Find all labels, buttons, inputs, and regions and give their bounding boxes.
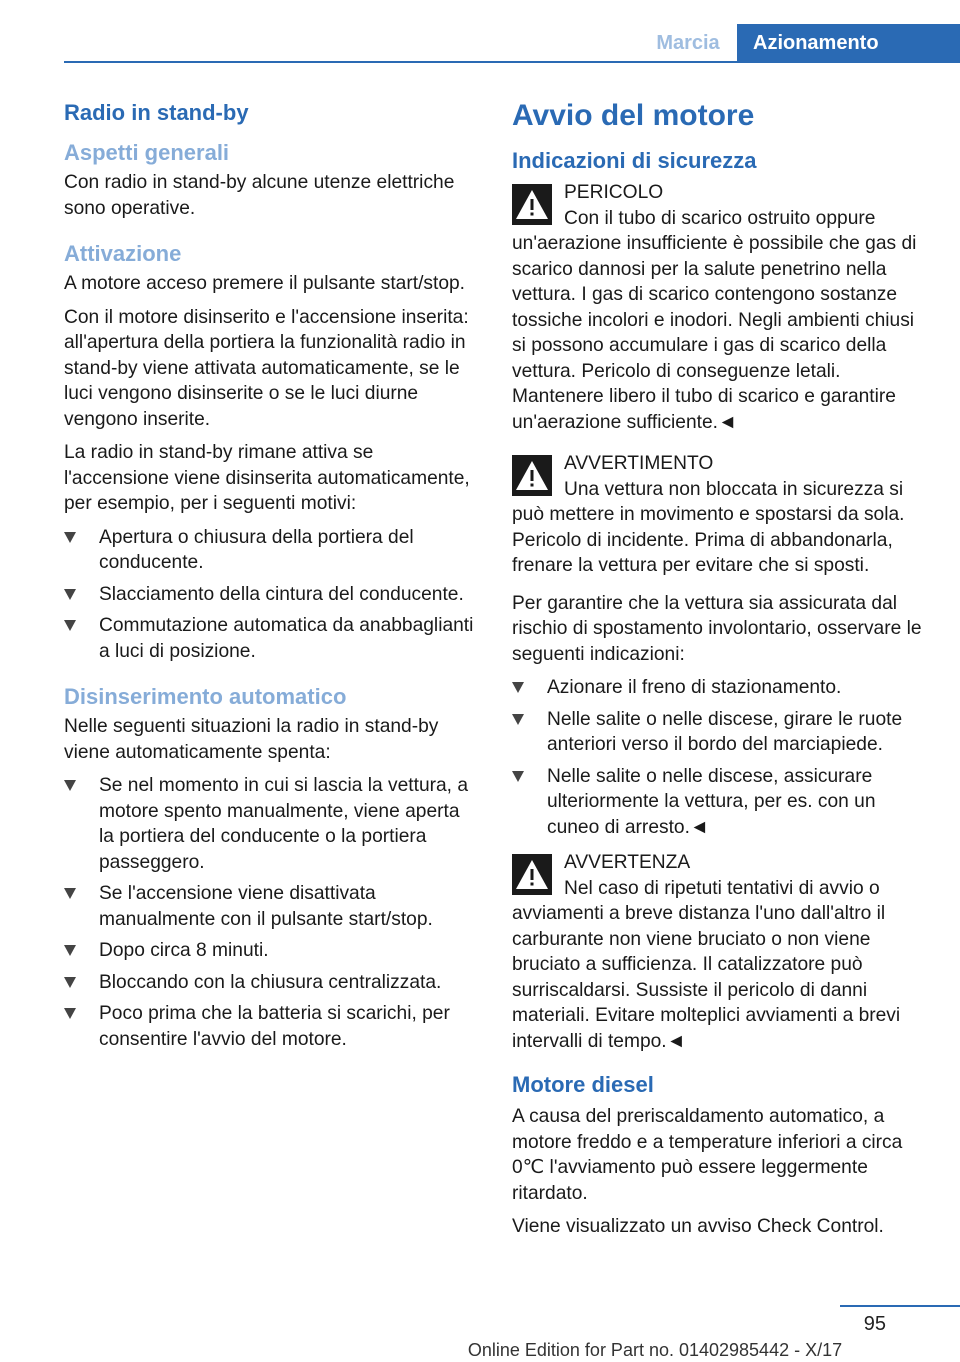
tab-marcia[interactable]: Marcia (656, 32, 720, 54)
triangle-bullet-icon (64, 1008, 76, 1019)
attivazione-list (64, 525, 478, 665)
triangle-bullet-icon (512, 714, 524, 725)
attivazione-text-2: Con il motore disinserito e l'accensione inserita: all'apertura della portiera la funzionalità radio in stand-by viene attivata automaticamente, se le luci vengono disinserite o se le luci diurne vengono inserite. (64, 306, 469, 430)
diesel-text-1: A causa del preriscaldamento automatico, a motore freddo e a temperature inferiori a circa 0℃ l'avviamento può essere leggermente ritardato. (512, 1106, 903, 1204)
attivazione-heading: Attivazione (64, 241, 182, 266)
warning-text: Nel caso di ripetuti tentativi di avvio o avviamenti a breve distanza l'uno dall'altro il carburante non viene bruciato o non viene bruciato a sufficienza. Il catalizzatore può surriscaldarsi. Sussiste il pericolo di danni materiali. Evitare molteplici avviamenti a brevi intervalli di tempo.◄ (512, 877, 901, 1052)
motore-diesel-heading: Motore diesel (512, 1072, 654, 1097)
list-item: Poco prima che la batteria si scarichi, per consentire l'avvio del motore. (64, 1001, 478, 1052)
disinserimento-list (64, 773, 478, 1052)
avvio-motore-title: Avvio del motore (512, 99, 755, 132)
list-item: Nelle salite o nelle discese, girare le ruote anteriori verso il bordo del marciapiede. (512, 707, 928, 758)
warning-pericolo (512, 180, 928, 435)
list-item: Commutazione automatica da anabbaglianti a luci di posizione. (64, 613, 478, 664)
avvertimento-list (512, 675, 928, 840)
aspetti-generali-text: Con radio in stand-by alcune utenze elettriche sono operative. (64, 172, 455, 219)
triangle-bullet-icon (64, 945, 76, 956)
diesel-text-2: Viene visualizzato un avviso Check Control. (512, 1216, 884, 1237)
list-item: Dopo circa 8 minuti. (64, 938, 478, 964)
warning-triangle-icon (512, 184, 552, 225)
aspetti-generali-heading: Aspetti generali (64, 140, 230, 165)
triangle-bullet-icon (512, 771, 524, 782)
right-column (512, 96, 928, 1248)
triangle-bullet-icon (512, 682, 524, 693)
list-item: Apertura o chiusura della portiera del conducente. (64, 525, 478, 576)
list-item: Slacciamento della cintura del conducente. (64, 582, 478, 608)
triangle-bullet-icon (64, 977, 76, 988)
triangle-bullet-icon (64, 589, 76, 600)
page-number: 95 (863, 1313, 886, 1335)
footer-edition: Online Edition for Part no. 01402985442 - X/17 (467, 1340, 843, 1360)
list-item: Se nel momento in cui si lascia la vettura, a motore spento manualmente, viene aperta la portiera del conducente o la portiera passeggero. (64, 773, 478, 875)
warning-avvertenza (512, 850, 928, 1054)
sicurezza-heading: Indicazioni di sicurezza (512, 148, 757, 173)
warning-title: AVVERTIMENTO (564, 453, 714, 474)
warning-triangle-icon (512, 854, 552, 895)
list-item: Se l'accensione viene disattivata manualmente con il pulsante start/stop. (64, 881, 478, 932)
warning-avvertimento (512, 451, 928, 579)
attivazione-text-1: A motore acceso premere il pulsante start/stop. (64, 273, 465, 294)
tab-azionamento[interactable]: Azionamento (737, 24, 960, 62)
disinserimento-heading: Disinserimento automatico (64, 684, 347, 709)
warning-text: Con il tubo di scarico ostruito oppure un'aerazione insufficiente è possibile che gas di scarico dannosi per la salute penetrino nella vettura. I gas di scarico contengono sostanze tossiche incolori e inodori. Negli ambienti chiusi si possono accumulare i gas di scarico della vettura. Pericolo di conseguenze letali. Mantenere libero il tubo di scarico e garantire un'aerazione sufficiente.◄ (512, 207, 917, 433)
triangle-bullet-icon (64, 532, 76, 543)
warning-triangle-icon (512, 455, 552, 496)
left-column (64, 98, 478, 1060)
triangle-bullet-icon (64, 620, 76, 631)
triangle-bullet-icon (64, 780, 76, 791)
triangle-bullet-icon (64, 888, 76, 899)
footer-rule (840, 1305, 960, 1307)
disinserimento-text: Nelle seguenti situazioni la radio in stand-by viene automaticamente spenta: (64, 716, 439, 763)
warning-text: Una vettura non bloccata in sicurezza si può mettere in movimento e spostarsi da sola. Pericolo di incidente. Prima di abbandonarla, frenare la vettura per evitare che si sposti. (512, 478, 905, 576)
attivazione-text-3: La radio in stand-by rimane attiva se l'accensione viene disinserita automaticamente, per esempio, per i seguenti motivi: (64, 442, 470, 514)
list-item: Nelle salite o nelle discese, assicurare ulteriormente la vettura, per es. con un cuneo di arresto.◄ (512, 764, 928, 841)
radio-standby-heading: Radio in stand-by (64, 100, 249, 125)
list-item: Azionare il freno di stazionamento. (512, 675, 928, 701)
list-item: Bloccando con la chiusura centralizzata. (64, 970, 478, 996)
warning-title: PERICOLO (564, 182, 664, 203)
warning-title: AVVERTENZA (564, 852, 691, 873)
avvertimento-text-2: Per garantire che la vettura sia assicurata dal rischio di spostamento involontario, osservare le seguenti indicazioni: (512, 592, 922, 665)
